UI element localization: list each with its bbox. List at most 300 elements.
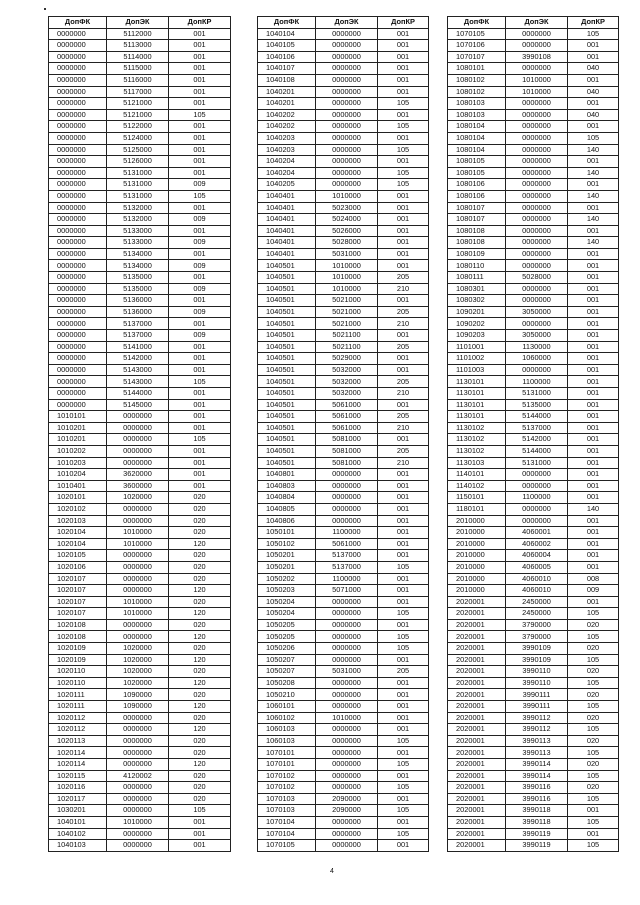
cell-dopkr: 105 <box>568 701 619 713</box>
cell-dopek: 0000000 <box>316 132 378 144</box>
cell-dopkr: 020 <box>169 573 231 585</box>
cell-dopfk: 1080102 <box>448 74 506 86</box>
cell-dopek: 0000000 <box>107 503 169 515</box>
table-row <box>448 260 619 272</box>
cell-dopek: 0000000 <box>107 840 169 852</box>
cell-dopkr: 001 <box>378 677 429 689</box>
cell-dopfk: 1040501 <box>258 434 316 446</box>
table-row <box>448 747 619 759</box>
cell-dopkr: 001 <box>378 248 429 260</box>
table-row <box>448 492 619 504</box>
header-row <box>49 17 231 29</box>
cell-dopfk: 1101003 <box>448 364 506 376</box>
cell-dopkr: 001 <box>169 63 231 75</box>
table-row <box>49 237 231 249</box>
cell-dopkr: 001 <box>378 550 429 562</box>
cell-dopkr: 001 <box>169 144 231 156</box>
cell-dopfk: 1020117 <box>49 793 107 805</box>
cell-dopfk: 2010000 <box>448 515 506 527</box>
cell-dopek: 1020000 <box>107 492 169 504</box>
cell-dopfk: 1050205 <box>258 631 316 643</box>
cell-dopkr: 020 <box>169 747 231 759</box>
cell-dopek: 5137000 <box>107 330 169 342</box>
table-row <box>448 98 619 110</box>
cell-dopek: 1010000 <box>506 86 568 98</box>
cell-dopkr: 001 <box>169 40 231 52</box>
cell-dopek: 5116000 <box>107 74 169 86</box>
cell-dopkr: 020 <box>169 550 231 562</box>
cell-dopkr: 001 <box>568 376 619 388</box>
table-row <box>448 364 619 376</box>
cell-dopkr: 105 <box>568 816 619 828</box>
cell-dopek: 0000000 <box>107 712 169 724</box>
cell-dopkr: 001 <box>169 480 231 492</box>
table-row <box>49 689 231 701</box>
cell-dopfk: 1040501 <box>258 295 316 307</box>
cell-dopek: 5031000 <box>316 666 378 678</box>
cell-dopfk: 1180101 <box>448 503 506 515</box>
cell-dopek: 0000000 <box>107 828 169 840</box>
cell-dopkr: 001 <box>169 167 231 179</box>
cell-dopek: 5131000 <box>506 457 568 469</box>
cell-dopek: 0000000 <box>506 248 568 260</box>
cell-dopkr: 001 <box>169 422 231 434</box>
cell-dopfk: 2010000 <box>448 538 506 550</box>
table-row <box>258 74 429 86</box>
table-row <box>448 445 619 457</box>
cell-dopkr: 020 <box>169 561 231 573</box>
cell-dopfk: 0000000 <box>49 318 107 330</box>
cell-dopek: 5081000 <box>316 434 378 446</box>
cell-dopkr: 205 <box>378 666 429 678</box>
cell-dopkr: 020 <box>169 712 231 724</box>
cell-dopkr: 020 <box>169 793 231 805</box>
cell-dopkr: 001 <box>169 399 231 411</box>
cell-dopkr: 001 <box>169 28 231 40</box>
cell-dopfk: 1080108 <box>448 237 506 249</box>
table-row <box>49 550 231 562</box>
cell-dopek: 0000000 <box>316 40 378 52</box>
cell-dopek: 0000000 <box>506 167 568 179</box>
cell-dopek: 3790000 <box>506 631 568 643</box>
cell-dopfk: 1070104 <box>258 816 316 828</box>
cell-dopfk: 1070105 <box>448 28 506 40</box>
table-row <box>49 793 231 805</box>
cell-dopfk: 2010000 <box>448 585 506 597</box>
cell-dopfk: 1080302 <box>448 295 506 307</box>
cell-dopek: 5121000 <box>107 98 169 110</box>
cell-dopfk: 0000000 <box>49 167 107 179</box>
cell-dopfk: 1040103 <box>49 840 107 852</box>
cell-dopek: 4060004 <box>506 550 568 562</box>
table-row <box>448 654 619 666</box>
table-row <box>49 28 231 40</box>
cell-dopfk: 1080103 <box>448 98 506 110</box>
cell-dopek: 5021100 <box>316 330 378 342</box>
table-row <box>258 399 429 411</box>
cell-dopkr: 008 <box>568 573 619 585</box>
cell-dopkr: 001 <box>169 295 231 307</box>
cell-dopek: 3990113 <box>506 747 568 759</box>
cell-dopkr: 009 <box>169 283 231 295</box>
cell-dopek: 5143000 <box>107 376 169 388</box>
cell-dopek: 0000000 <box>107 735 169 747</box>
cell-dopkr: 001 <box>378 816 429 828</box>
cell-dopfk: 1080106 <box>448 190 506 202</box>
cell-dopfk: 0000000 <box>49 74 107 86</box>
cell-dopek: 0000000 <box>506 28 568 40</box>
cell-dopek: 0000000 <box>506 364 568 376</box>
cell-dopkr: 001 <box>568 295 619 307</box>
cell-dopfk: 1010201 <box>49 434 107 446</box>
cell-dopfk: 0000000 <box>49 283 107 295</box>
cell-dopkr: 020 <box>169 770 231 782</box>
table-row <box>448 561 619 573</box>
table-row <box>448 248 619 260</box>
cell-dopkr: 001 <box>568 364 619 376</box>
table-row <box>258 318 429 330</box>
table-row <box>49 399 231 411</box>
cell-dopkr: 001 <box>378 469 429 481</box>
cell-dopfk: 1040501 <box>258 422 316 434</box>
cell-dopek: 5131000 <box>107 167 169 179</box>
cell-dopek: 5061000 <box>316 411 378 423</box>
table-row <box>448 225 619 237</box>
cell-dopfk: 0000000 <box>49 306 107 318</box>
cell-dopfk: 0000000 <box>49 376 107 388</box>
table-row <box>448 515 619 527</box>
cell-dopkr: 001 <box>378 74 429 86</box>
cell-dopek: 5131000 <box>107 179 169 191</box>
cell-dopfk: 1040401 <box>258 225 316 237</box>
table-row <box>448 608 619 620</box>
cell-dopfk: 0000000 <box>49 109 107 121</box>
table-row <box>49 330 231 342</box>
cell-dopkr: 001 <box>568 283 619 295</box>
table-row <box>258 712 429 724</box>
cell-dopek: 3990108 <box>506 51 568 63</box>
cell-dopfk: 1040201 <box>258 98 316 110</box>
cell-dopkr: 001 <box>568 388 619 400</box>
cell-dopek: 0000000 <box>316 631 378 643</box>
cell-dopek: 0000000 <box>316 677 378 689</box>
table-row <box>49 121 231 133</box>
cell-dopek: 0000000 <box>107 631 169 643</box>
cell-dopkr: 001 <box>169 121 231 133</box>
cell-dopek: 5143000 <box>107 364 169 376</box>
cell-dopek: 0000000 <box>506 132 568 144</box>
cell-dopkr: 009 <box>568 585 619 597</box>
cell-dopek: 0000000 <box>316 469 378 481</box>
cell-dopek: 1010000 <box>316 283 378 295</box>
table-row <box>49 643 231 655</box>
cell-dopek: 0000000 <box>107 411 169 423</box>
cell-dopkr: 001 <box>378 330 429 342</box>
cell-dopkr: 105 <box>568 677 619 689</box>
cell-dopfk: 1080104 <box>448 121 506 133</box>
cell-dopkr: 210 <box>378 457 429 469</box>
table-row <box>258 63 429 75</box>
cell-dopfk: 1080109 <box>448 248 506 260</box>
table-row <box>258 330 429 342</box>
table-row <box>49 619 231 631</box>
table-row <box>258 619 429 631</box>
cell-dopfk: 2010000 <box>448 573 506 585</box>
cell-dopek: 5021000 <box>316 306 378 318</box>
cell-dopkr: 001 <box>169 225 231 237</box>
table-row <box>49 86 231 98</box>
cell-dopfk: 1020104 <box>49 527 107 539</box>
cell-dopfk: 0000000 <box>49 341 107 353</box>
cell-dopfk: 1090203 <box>448 330 506 342</box>
cell-dopfk: 1060103 <box>258 735 316 747</box>
cell-dopkr: 001 <box>568 457 619 469</box>
cell-dopkr: 001 <box>378 747 429 759</box>
table-row <box>49 805 231 817</box>
cell-dopek: 3990119 <box>506 828 568 840</box>
table-row <box>258 237 429 249</box>
cell-dopfk: 2020001 <box>448 805 506 817</box>
table-row <box>258 561 429 573</box>
table-row <box>49 179 231 191</box>
cell-dopkr: 120 <box>169 608 231 620</box>
cell-dopfk: 1080107 <box>448 202 506 214</box>
cell-dopek: 0000000 <box>316 179 378 191</box>
cell-dopkr: 105 <box>378 608 429 620</box>
cell-dopfk: 1101002 <box>448 353 506 365</box>
cell-dopfk: 1020113 <box>49 735 107 747</box>
cell-dopek: 1100000 <box>316 527 378 539</box>
table-row <box>49 364 231 376</box>
table-row <box>258 295 429 307</box>
header-dopfk: ДопФК <box>49 17 107 29</box>
table-row <box>258 341 429 353</box>
cell-dopek: 5023000 <box>316 202 378 214</box>
cell-dopek: 5132000 <box>107 214 169 226</box>
cell-dopfk: 2020001 <box>448 701 506 713</box>
cell-dopkr: 205 <box>378 376 429 388</box>
table-row <box>49 306 231 318</box>
table-row <box>448 214 619 226</box>
table-row <box>448 86 619 98</box>
cell-dopfk: 1080101 <box>448 63 506 75</box>
cell-dopkr: 105 <box>568 28 619 40</box>
table-row <box>49 225 231 237</box>
cell-dopfk: 1040501 <box>258 306 316 318</box>
cell-dopkr: 001 <box>378 202 429 214</box>
table-row <box>258 225 429 237</box>
cell-dopkr: 001 <box>568 469 619 481</box>
cell-dopfk: 0000000 <box>49 28 107 40</box>
cell-dopfk: 1080111 <box>448 272 506 284</box>
table-row <box>448 689 619 701</box>
cell-dopek: 3990116 <box>506 793 568 805</box>
cell-dopkr: 009 <box>169 214 231 226</box>
table-row <box>258 585 429 597</box>
cell-dopfk: 1130101 <box>448 388 506 400</box>
cell-dopkr: 001 <box>568 202 619 214</box>
cell-dopfk: 1070102 <box>258 770 316 782</box>
table-row <box>258 747 429 759</box>
cell-dopfk: 2020001 <box>448 631 506 643</box>
table-row <box>258 411 429 423</box>
table-row <box>448 782 619 794</box>
cell-dopfk: 1050201 <box>258 561 316 573</box>
cell-dopek: 3990109 <box>506 643 568 655</box>
cell-dopek: 5071000 <box>316 585 378 597</box>
table-row <box>448 619 619 631</box>
header-dopfk: ДопФК <box>258 17 316 29</box>
cell-dopkr: 001 <box>378 654 429 666</box>
table-row <box>49 295 231 307</box>
cell-dopkr: 001 <box>378 40 429 52</box>
cell-dopkr: 020 <box>169 596 231 608</box>
header-dopek: ДопЭК <box>107 17 169 29</box>
cell-dopek: 2450000 <box>506 596 568 608</box>
cell-dopfk: 0000000 <box>49 237 107 249</box>
cell-dopfk: 1040203 <box>258 144 316 156</box>
cell-dopek: 0000000 <box>316 503 378 515</box>
cell-dopfk: 1020108 <box>49 631 107 643</box>
table-row <box>448 538 619 550</box>
cell-dopfk: 1020110 <box>49 666 107 678</box>
cell-dopfk: 1070105 <box>258 840 316 852</box>
header-row <box>448 17 619 29</box>
cell-dopfk: 1020107 <box>49 573 107 585</box>
table-row <box>448 480 619 492</box>
table-row <box>49 63 231 75</box>
cell-dopek: 5032000 <box>316 388 378 400</box>
cell-dopfk: 1020107 <box>49 585 107 597</box>
cell-dopkr: 105 <box>378 735 429 747</box>
table-row <box>448 643 619 655</box>
cell-dopkr: 020 <box>568 619 619 631</box>
cell-dopfk: 1020104 <box>49 538 107 550</box>
table-row <box>49 445 231 457</box>
cell-dopek: 0000000 <box>316 759 378 771</box>
table-row <box>448 51 619 63</box>
cell-dopek: 3990111 <box>506 701 568 713</box>
table-row <box>49 561 231 573</box>
table-row <box>49 74 231 86</box>
cell-dopek: 3990114 <box>506 770 568 782</box>
cell-dopek: 0000000 <box>506 283 568 295</box>
cell-dopek: 0000000 <box>107 445 169 457</box>
cell-dopfk: 1040204 <box>258 156 316 168</box>
cell-dopkr: 001 <box>169 828 231 840</box>
cell-dopek: 0000000 <box>107 747 169 759</box>
cell-dopkr: 001 <box>568 225 619 237</box>
cell-dopkr: 001 <box>568 411 619 423</box>
cell-dopek: 5081000 <box>316 457 378 469</box>
cell-dopfk: 0000000 <box>49 190 107 202</box>
cell-dopek: 0000000 <box>506 179 568 191</box>
cell-dopkr: 001 <box>568 74 619 86</box>
cell-dopkr: 020 <box>169 619 231 631</box>
table-row <box>49 353 231 365</box>
cell-dopkr: 001 <box>169 202 231 214</box>
table-row <box>258 214 429 226</box>
cell-dopkr: 001 <box>378 480 429 492</box>
cell-dopek: 1100000 <box>506 376 568 388</box>
cell-dopek: 5126000 <box>107 156 169 168</box>
cell-dopfk: 0000000 <box>49 399 107 411</box>
cell-dopek: 0000000 <box>316 74 378 86</box>
cell-dopfk: 1070104 <box>258 828 316 840</box>
table-row <box>49 202 231 214</box>
cell-dopkr: 001 <box>378 109 429 121</box>
cell-dopkr: 001 <box>169 364 231 376</box>
table-row <box>49 770 231 782</box>
cell-dopkr: 020 <box>568 712 619 724</box>
cell-dopfk: 2020001 <box>448 793 506 805</box>
cell-dopek: 5144000 <box>506 445 568 457</box>
cell-dopkr: 001 <box>378 492 429 504</box>
cell-dopek: 3620000 <box>107 469 169 481</box>
cell-dopkr: 020 <box>169 689 231 701</box>
cell-dopek: 5131000 <box>506 388 568 400</box>
cell-dopek: 5137000 <box>107 318 169 330</box>
cell-dopek: 0000000 <box>316 86 378 98</box>
cell-dopkr: 001 <box>169 272 231 284</box>
cell-dopfk: 1040806 <box>258 515 316 527</box>
cell-dopfk: 0000000 <box>49 144 107 156</box>
cell-dopek: 5137000 <box>316 561 378 573</box>
cell-dopfk: 0000000 <box>49 156 107 168</box>
cell-dopek: 1010000 <box>107 608 169 620</box>
cell-dopek: 0000000 <box>316 492 378 504</box>
cell-dopek: 5136000 <box>107 306 169 318</box>
cell-dopek: 1010000 <box>107 538 169 550</box>
table-row <box>49 376 231 388</box>
cell-dopfk: 1040801 <box>258 469 316 481</box>
cell-dopek: 3990116 <box>506 782 568 794</box>
cell-dopkr: 001 <box>169 318 231 330</box>
cell-dopek: 0000000 <box>107 422 169 434</box>
table-row <box>49 840 231 852</box>
cell-dopek: 0000000 <box>316 51 378 63</box>
cell-dopek: 0000000 <box>107 724 169 736</box>
cell-dopek: 1010000 <box>506 74 568 86</box>
cell-dopfk: 1070106 <box>448 40 506 52</box>
table-row <box>448 422 619 434</box>
cell-dopfk: 1040203 <box>258 132 316 144</box>
cell-dopfk: 1060101 <box>258 701 316 713</box>
cell-dopfk: 1020107 <box>49 596 107 608</box>
cell-dopkr: 105 <box>568 132 619 144</box>
cell-dopfk: 1020101 <box>49 492 107 504</box>
cell-dopfk: 1040803 <box>258 480 316 492</box>
cell-dopkr: 001 <box>568 434 619 446</box>
table-row <box>448 666 619 678</box>
table-row <box>49 492 231 504</box>
table-row <box>448 527 619 539</box>
cell-dopkr: 210 <box>378 318 429 330</box>
cell-dopek: 0000000 <box>107 782 169 794</box>
cell-dopfk: 1020108 <box>49 619 107 631</box>
cell-dopfk: 1020106 <box>49 561 107 573</box>
cell-dopfk: 0000000 <box>49 364 107 376</box>
cell-dopkr: 020 <box>169 735 231 747</box>
cell-dopkr: 105 <box>568 840 619 852</box>
cell-dopkr: 001 <box>169 816 231 828</box>
cell-dopfk: 1020111 <box>49 689 107 701</box>
cell-dopfk: 1130103 <box>448 457 506 469</box>
cell-dopkr: 001 <box>568 527 619 539</box>
cell-dopkr: 020 <box>169 492 231 504</box>
cell-dopfk: 1080107 <box>448 214 506 226</box>
cell-dopfk: 1070101 <box>258 759 316 771</box>
